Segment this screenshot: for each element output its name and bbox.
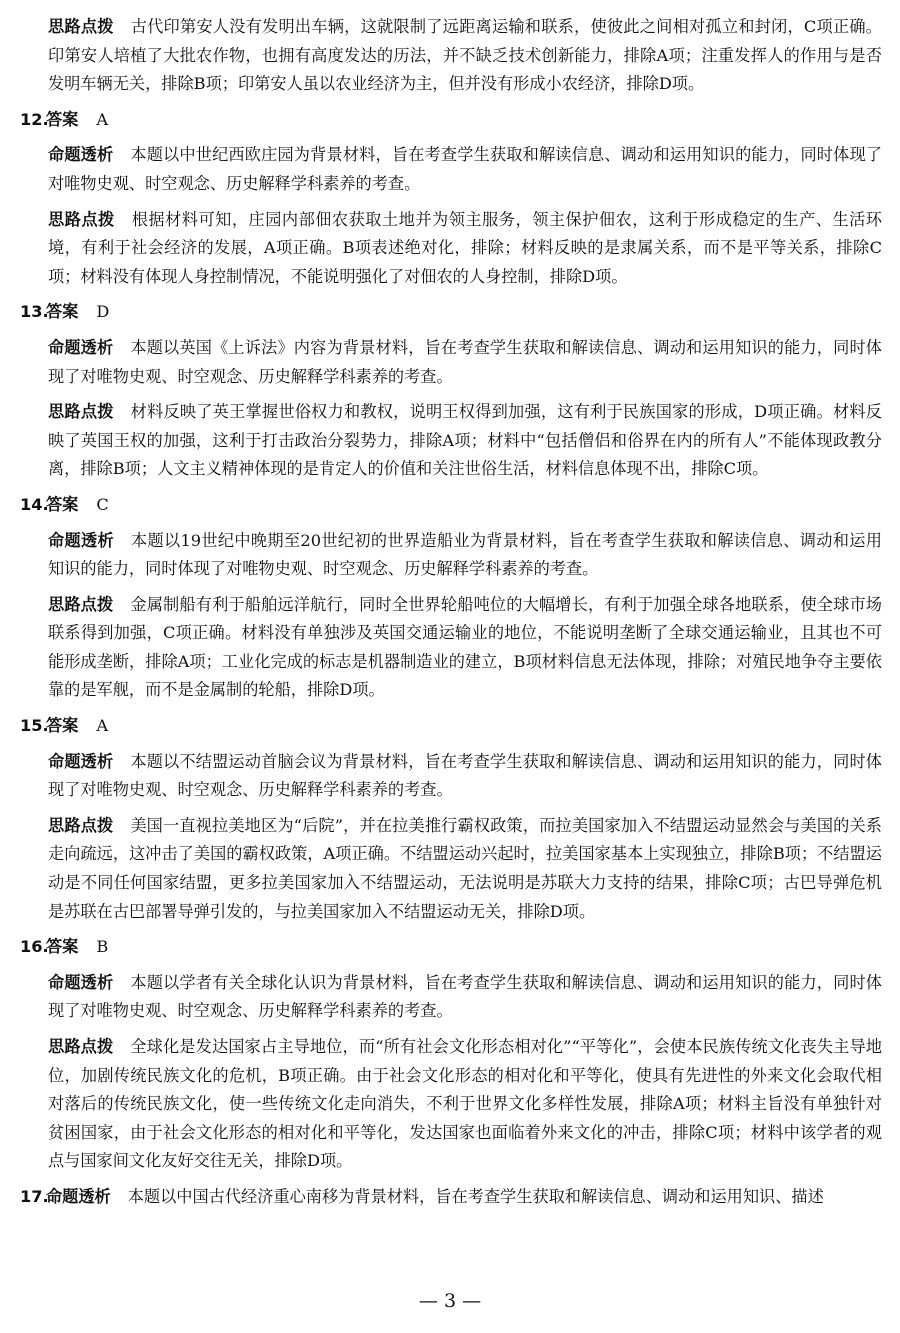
hint-label: 思路点拨 (48, 17, 114, 36)
answer-line (20, 298, 882, 327)
hint-label: 思路点拨 (48, 1037, 114, 1056)
analysis-label: 命题透析 (48, 145, 114, 165)
answer-label: 答案 (46, 937, 79, 957)
hint-label: 思路点拨 (48, 402, 114, 422)
analysis-text: 本题以学者有关全球化认识为背景材料，旨在考查学生获取和解读信息、调动和运用知识的能力，同时体现了对唯物史观、时空观念、历史解释学科素养的考查。 (48, 972, 882, 1021)
intro-hint (20, 13, 882, 99)
answer-value: D (96, 302, 110, 322)
analysis-label: 命题透析 (48, 972, 114, 992)
answer-line (20, 106, 882, 135)
hint-text: 古代印第安人没有发明出车辆，这就限制了远距离运输和联系，使彼此之间相对孤立和封闭，C项正确。印第安人培植了大批农作物，也拥有高度发达的历法，并不缺乏技术创新能力，排除A项；注重发挥人的作用与是否发明车辆无关，排除B项；印第安人虽以农业经济为主，但并没有形成小农经济，排除D项。 (48, 17, 882, 94)
hint-label: 思路点拨 (48, 815, 114, 835)
answer-label: 答案 (46, 302, 79, 322)
question-number: 14. (20, 494, 49, 514)
analysis-text: 本题以中世纪西欧庄园为背景材料，旨在考查学生获取和解读信息、调动和运用知识的能力，同时体现了对唯物史观、时空观念、历史解释学科素养的考查。 (48, 145, 882, 193)
hint-text: 材料反映了英王掌握世俗权力和教权，说明王权得到加强，这有利于民族国家的形成，D项正确。材料反映了英国王权的加强，这利于打击政治分裂势力，排除A项；材料中“包括僧侣和俗界在内的所有人”不能体现政教分离，排除B项；人文主义精神体现的是肯定人的价值和关注世俗生活，材料信息体现不出，排除C项。 (48, 402, 882, 479)
analysis-text: 本题以中国古代经济重心南移为背景材料，旨在考查学生获取和解读信息、调动和运用知识、描述 (127, 1186, 824, 1206)
analysis-text: 本题以19世纪中晚期至20世纪初的世界造船业为背景材料，旨在考查学生获取和解读信息、调动和运用知识的能力，同时体现了对唯物史观、时空观念、历史解释学科素养的考查。 (48, 530, 882, 579)
analysis-paragraph (20, 527, 882, 584)
analysis-paragraph (20, 141, 882, 198)
answer-label: 答案 (46, 494, 79, 514)
answer-line (20, 712, 882, 741)
answer-value: C (96, 494, 109, 514)
analysis-label: 命题透析 (48, 530, 114, 550)
hint-paragraph (20, 812, 882, 926)
hint-label: 思路点拨 (48, 209, 115, 229)
question-number: 15. (20, 716, 49, 736)
question-number: 13. (20, 302, 49, 322)
question-16 (20, 933, 882, 1176)
analysis-label: 命题透析 (48, 751, 114, 771)
answer-line (20, 933, 882, 962)
analysis-label: 命题透析 (48, 337, 114, 357)
hint-paragraph (20, 398, 882, 484)
answer-line (20, 491, 882, 520)
question-number: 16. (20, 937, 49, 957)
analysis-paragraph (20, 969, 882, 1026)
analysis-text: 本题以不结盟运动首脑会议为背景材料，旨在考查学生获取和解读信息、调动和运用知识的能力，同时体现了对唯物史观、时空观念、历史解释学科素养的考查。 (48, 751, 882, 800)
answer-label: 答案 (46, 716, 79, 736)
analysis-paragraph (20, 748, 882, 805)
page-number: — 3 — (418, 1290, 482, 1312)
hint-text: 根据材料可知，庄园内部佃农获取土地并为领主服务，领主保护佃农，这利于形成稳定的生产、生活环境，有利于社会经济的发展，A项正确。B项表述绝对化，排除；材料反映的是隶属关系，而不是平等关系，排除C项；材料没有体现人身控制情况，不能说明强化了对佃农的人身控制，排除D项。 (48, 209, 882, 286)
question-number: 12. (20, 109, 49, 129)
question-17 (20, 1183, 882, 1212)
answer-value: B (96, 937, 109, 957)
analysis-label: 命题透析 (46, 1186, 111, 1206)
hint-paragraph (20, 206, 882, 292)
hint-text: 全球化是发达国家占主导地位，而“所有社会文化形态相对化”“平等化”，会使本民族传统文化丧失主导地位，加剧传统民族文化的危机，B项正确。由于社会文化形态的相对化和平等化，使具有先进性的外来文化会取代相对落后的传统民族文化，使一些传统文化走向消失，不利于世界文化多样性发展，排除A项；材料主旨没有单独针对贫困国家，由于社会文化形态的相对化和平等化，发达国家也面临着外来文化的冲击，排除C项；材料中该学者的观点与国家间文化友好交往无关，排除D项。 (48, 1037, 883, 1171)
analysis-paragraph (20, 334, 882, 391)
answer-value: A (96, 716, 109, 736)
answer-content (20, 13, 882, 1212)
question-number: 17. (20, 1186, 49, 1206)
question-13 (20, 298, 882, 484)
hint-paragraph (20, 591, 882, 705)
analysis-text: 本题以英国《上诉法》内容为背景材料，旨在考查学生获取和解读信息、调动和运用知识的能力，同时体现了对唯物史观、时空观念、历史解释学科素养的考查。 (48, 337, 882, 386)
question-15 (20, 712, 882, 926)
answer-value: A (96, 109, 109, 129)
hint-label: 思路点拨 (48, 594, 114, 614)
answer-label: 答案 (46, 109, 79, 129)
hint-text: 金属制船有利于船舶远洋航行，同时全世界轮船吨位的大幅增长，有利于加强全球各地联系，使全球市场联系得到加强，C项正确。材料没有单独涉及英国交通运输业的地位，不能说明垄断了全球交通运输业，且其也不可能形成垄断，排除A项；工业化完成的标志是机器制造业的建立，B项材料信息无法体现，排除；对殖民地争夺主要依靠的是军舰，而不是金属制的轮船，排除D项。 (48, 594, 882, 700)
analysis-paragraph (20, 1183, 882, 1212)
question-12 (20, 106, 882, 292)
hint-text: 美国一直视拉美地区为“后院”，并在拉美推行霸权政策，而拉美国家加入不结盟运动显然会与美国的关系走向疏远，这冲击了美国的霸权政策，A项正确。不结盟运动兴起时，拉美国家基本上实现独立，排除B项；不结盟运动是不同任何国家结盟，更多拉美国家加入不结盟运动，无法说明是苏联大力支持的结果，排除C项；古巴导弹危机是苏联在古巴部署导弹引发的，与拉美国家加入不结盟运动无关，排除D项。 (48, 815, 882, 921)
question-14 (20, 491, 882, 705)
hint-paragraph (20, 1033, 882, 1176)
